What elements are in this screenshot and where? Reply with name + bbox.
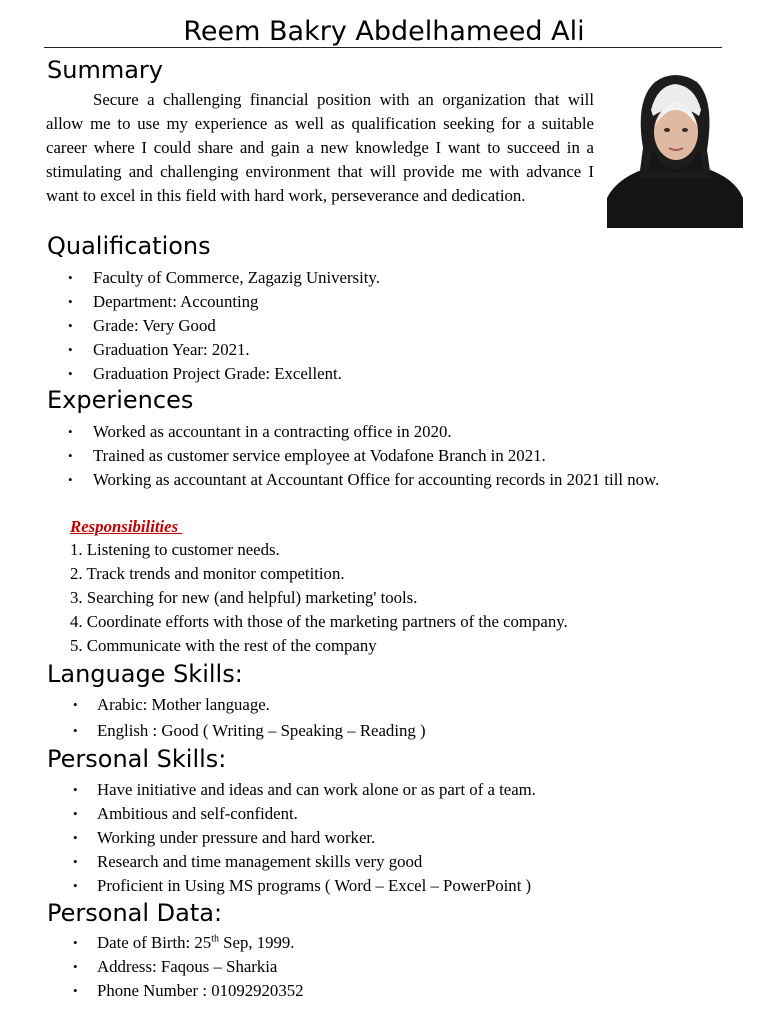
list-item: 5. Communicate with the rest of the company [70,636,377,655]
personal-skills-heading: Personal Skills: [47,745,227,773]
experiences-list [46,420,695,492]
bullet-icon: • [68,270,73,285]
list-item: 1. Listening to customer needs. [70,540,280,559]
bullet-icon: • [68,366,73,381]
bullet-icon: • [73,782,78,797]
bullet-icon: • [73,830,78,845]
personal-data-heading: Personal Data: [47,899,223,927]
list-item: • Research and time management skills very good [46,850,686,874]
responsibilities-list [70,538,568,658]
bullet-icon: • [68,424,73,439]
language-skills-list [46,693,646,743]
qualifications-heading: Qualifications [47,232,211,260]
summary-heading: Summary [47,56,163,84]
list-item: • Working under pressure and hard worker. [46,826,686,850]
list-item: • Worked as accountant in a contracting office in 2020. [46,420,695,444]
title-divider [44,47,722,48]
list-item: • Ambitious and self-confident. [46,802,686,826]
address: Address: Faqous – Sharkia [97,957,278,976]
list-item: 3. Searching for new (and helpful) marketing' tools. [70,588,418,607]
list-item: 2. Track trends and monitor competition. [70,564,345,583]
list-item [46,979,646,1003]
bullet-icon: • [73,806,78,821]
list-item: • Trained as customer service employee at Vodafone Branch in 2021. [46,444,695,468]
list-item [46,931,646,955]
bullet-icon: • [68,472,73,487]
list-item: 4. Coordinate efforts with those of the marketing partners of the company. [70,612,568,631]
summary-text: Secure a challenging financial position with an organization that will allow me to use my experience as well as qualification seeking for a suitable career where I could share and gain a new knowledge I want to succeed in a stimulating and challenging environment that will provide me with advance I want to excel in this field with hard work, perseverance and dedication. [46,90,594,205]
list-item: • Grade: Very Good [46,314,606,338]
profile-photo [607,60,743,228]
qualifications-list [46,266,606,386]
bullet-icon: • [73,959,78,974]
candidate-name: Reem Bakry Abdelhameed Ali [183,16,585,47]
list-item: • Graduation Project Grade: Excellent. [46,362,606,386]
list-item: • Arabic: Mother language. [46,693,646,717]
bullet-icon: • [73,723,78,738]
list-item: • Proficient in Using MS programs ( Word – Excel – PowerPoint ) [46,874,686,898]
bullet-icon: • [68,294,73,309]
experiences-heading: Experiences [47,386,194,414]
profile-photo-drawing [607,60,743,228]
phone-number: Phone Number : 01092920352 [97,981,304,1000]
personal-skills-list [46,778,686,898]
list-item: • Have initiative and ideas and can work alone or as part of a team. [46,778,686,802]
bullet-icon: • [73,983,78,998]
date-of-birth: Date of Birth: 25th Sep, 1999. [97,933,295,952]
bullet-icon: • [73,878,78,893]
list-item: • Working as accountant at Accountant Office for accounting records in 2021 till now. [46,468,695,492]
list-item: • Graduation Year: 2021. [46,338,606,362]
list-item: • English : Good ( Writing – Speaking – Reading ) [46,719,646,743]
bullet-icon: • [68,448,73,463]
bullet-icon: • [68,342,73,357]
bullet-icon: • [73,854,78,869]
responsibilities-title: Responsibilities [70,517,183,536]
bullet-icon: • [73,697,78,712]
personal-data-list [46,931,646,1003]
list-item: • Department: Accounting [46,290,606,314]
language-skills-heading: Language Skills: [47,660,243,688]
list-item [46,955,646,979]
list-item: • Faculty of Commerce, Zagazig University. [46,266,606,290]
bullet-icon: • [68,318,73,333]
bullet-icon: • [73,935,78,950]
